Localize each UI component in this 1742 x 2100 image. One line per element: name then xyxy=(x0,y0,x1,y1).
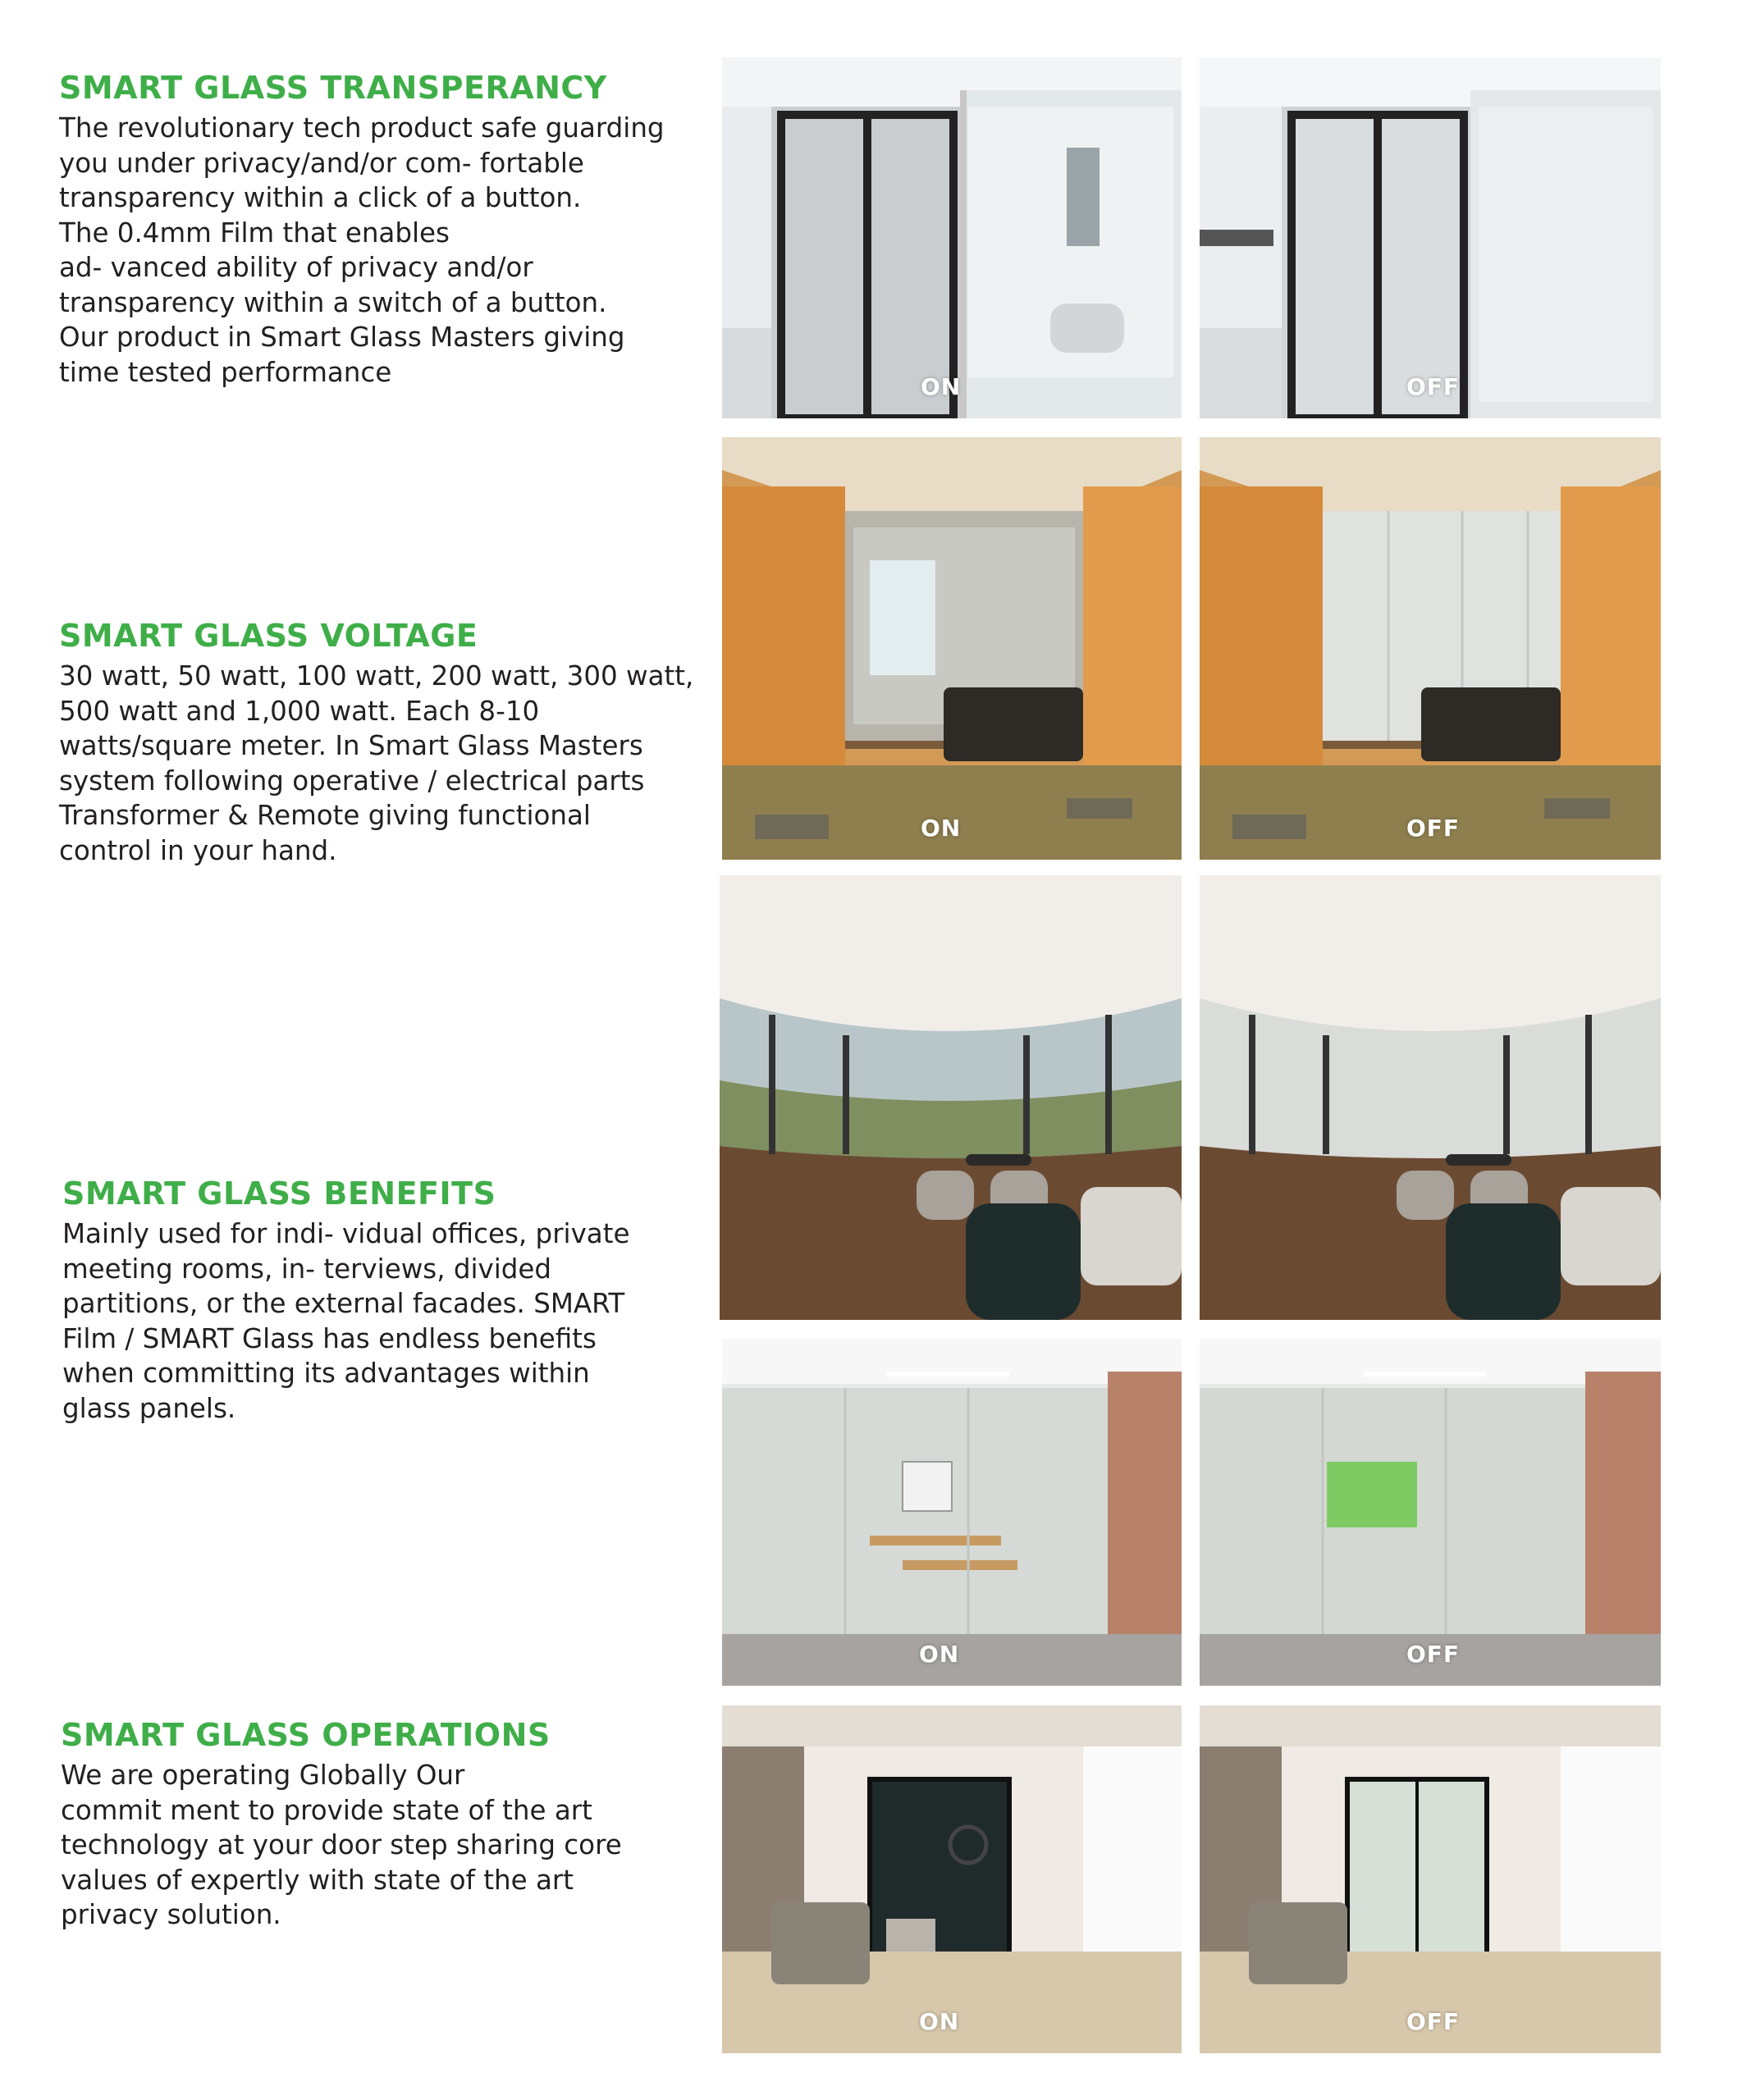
body-line: The 0.4mm Film that enables xyxy=(59,217,450,249)
body-line: when committing its advantages within xyxy=(62,1358,590,1389)
section-body xyxy=(62,1217,719,1426)
body-line: values of expertly with state of the art xyxy=(61,1864,574,1896)
body-line: partitions, or the external facades. SMART xyxy=(62,1288,625,1319)
section-operations xyxy=(61,1715,717,1933)
body-line: glass panels. xyxy=(62,1392,236,1424)
body-line: time tested performance xyxy=(59,356,392,388)
body-line: technology at your door step sharing core xyxy=(61,1829,622,1860)
section-voltage xyxy=(59,616,716,868)
photo-office-off xyxy=(1200,437,1661,860)
state-label-on: ON xyxy=(921,815,962,842)
section-benefits xyxy=(62,1174,719,1426)
body-line: meeting rooms, in- terviews, divided xyxy=(62,1253,552,1285)
body-line: system following operative / electrical parts xyxy=(59,765,645,797)
section-transparency xyxy=(59,68,716,390)
body-line: Mainly used for indi- vidual offices, private xyxy=(62,1218,630,1249)
body-line: you under privacy/and/or com- fortable xyxy=(59,147,584,179)
body-line: Film / SMART Glass has endless benefits xyxy=(62,1322,597,1354)
body-line: control in your hand. xyxy=(59,834,337,866)
state-label-off: OFF xyxy=(1406,1641,1461,1668)
section-heading: SMART GLASS TRANSPERANCY xyxy=(59,70,607,106)
body-line: 30 watt, 50 watt, 100 watt, 200 watt, 300 watt, xyxy=(59,660,694,692)
state-label-on: ON xyxy=(919,1641,960,1668)
body-line: Our product in Smart Glass Masters giving xyxy=(59,322,625,353)
photo-bedroom-on xyxy=(722,1705,1182,2053)
photo-hospital-off xyxy=(1200,57,1661,418)
body-line: watts/square meter. In Smart Glass Masters xyxy=(59,730,643,761)
section-heading: SMART GLASS OPERATIONS xyxy=(61,1717,551,1753)
section-body xyxy=(61,1758,717,1933)
body-line: privacy solution. xyxy=(61,1899,281,1930)
photo-hospital-on xyxy=(722,57,1182,418)
state-label-on: ON xyxy=(921,373,962,400)
state-label-off: OFF xyxy=(1406,815,1461,842)
section-body xyxy=(59,111,716,390)
body-line: transparency within a switch of a button. xyxy=(59,286,607,318)
state-label-off: OFF xyxy=(1406,373,1461,400)
body-line: 500 watt and 1,000 watt. Each 8-10 xyxy=(59,695,540,727)
section-heading: SMART GLASS BENEFITS xyxy=(62,1176,496,1212)
section-body xyxy=(59,659,716,868)
photo-meeting-off xyxy=(1200,1339,1661,1686)
photo-lounge-off xyxy=(1200,875,1661,1320)
body-line: The revolutionary tech product safe guarding xyxy=(59,112,665,144)
state-label-off: OFF xyxy=(1406,2008,1461,2035)
photo-bedroom-off xyxy=(1200,1705,1661,2053)
body-line: commit ment to provide state of the art xyxy=(61,1794,592,1826)
body-line: ad- vanced ability of privacy and/or xyxy=(59,252,533,283)
body-line: Transformer & Remote giving functional xyxy=(59,800,591,831)
photo-meeting-on xyxy=(722,1339,1182,1686)
photo-lounge-on xyxy=(720,875,1182,1320)
photo-office-on xyxy=(722,437,1182,860)
section-heading: SMART GLASS VOLTAGE xyxy=(59,618,478,654)
state-label-on: ON xyxy=(919,2008,960,2035)
body-line: We are operating Globally Our xyxy=(61,1760,465,1791)
body-line: transparency within a click of a button. xyxy=(59,182,582,213)
